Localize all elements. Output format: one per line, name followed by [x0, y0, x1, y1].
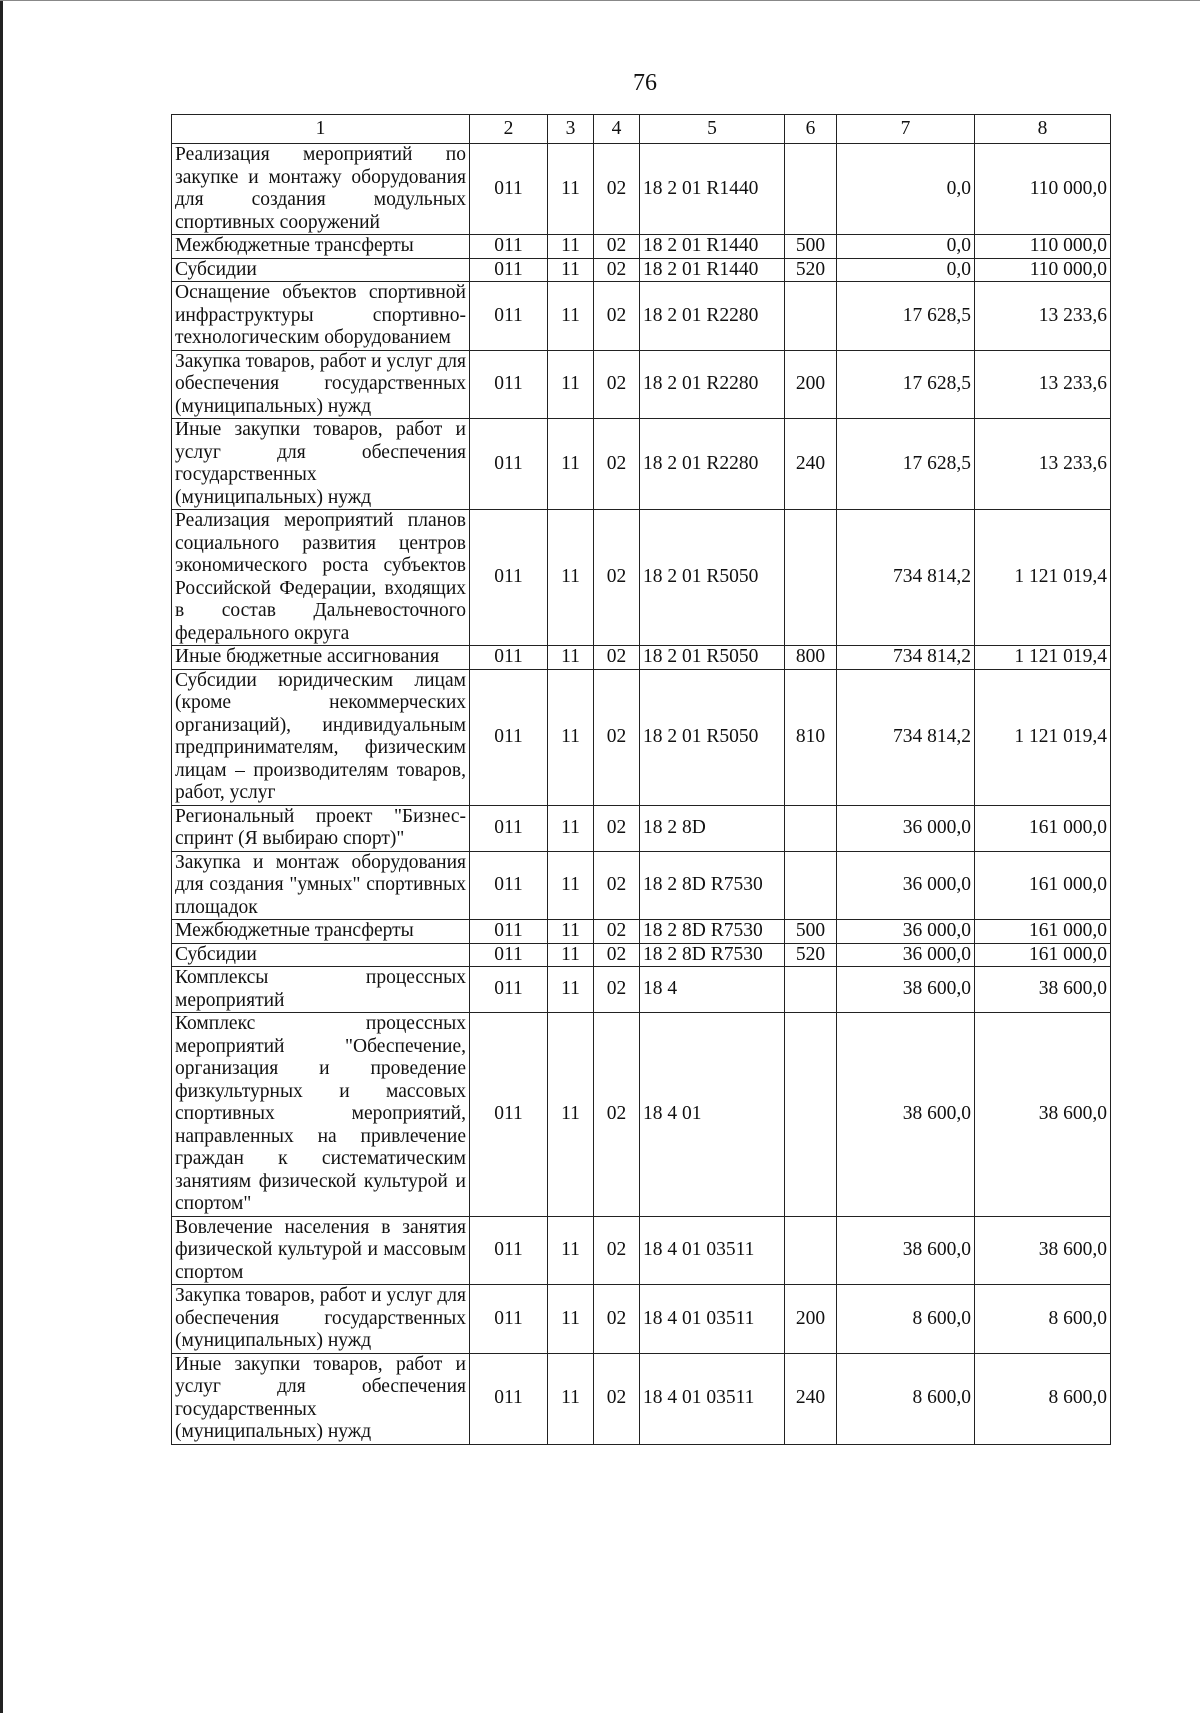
row-sum-2-cell: 38 600,0: [975, 1013, 1111, 1217]
table-row: [172, 920, 1111, 944]
row-vr-cell: [785, 144, 837, 235]
column-header: 4: [594, 115, 640, 144]
table-row: [172, 1216, 1111, 1285]
row-vr-cell: [785, 1013, 837, 1217]
row-rz-cell: 11: [548, 419, 594, 510]
row-pr-cell: 02: [594, 144, 640, 235]
row-csr-cell: 18 4 01 03511: [640, 1285, 785, 1354]
row-pr-cell: 02: [594, 967, 640, 1013]
row-gr-cell: 011: [470, 144, 548, 235]
column-header: 5: [640, 115, 785, 144]
row-gr-cell: 011: [470, 419, 548, 510]
row-vr-cell: [785, 851, 837, 920]
table-row: [172, 851, 1111, 920]
row-rz-cell: 11: [548, 943, 594, 967]
row-vr-cell: 200: [785, 1285, 837, 1354]
row-vr-cell: 500: [785, 920, 837, 944]
row-rz-cell: 11: [548, 646, 594, 670]
table-row: [172, 235, 1111, 259]
row-vr-cell: 240: [785, 1353, 837, 1444]
row-rz-cell: 11: [548, 350, 594, 419]
row-name-cell: Закупка товаров, работ и услуг для обеспечения государственных (муниципальных) нужд: [172, 1285, 470, 1354]
row-csr-cell: 18 2 8D R7530: [640, 920, 785, 944]
row-name-cell: Субсидии: [172, 943, 470, 967]
row-gr-cell: 011: [470, 669, 548, 805]
row-vr-cell: 200: [785, 350, 837, 419]
row-sum-2-cell: 38 600,0: [975, 1216, 1111, 1285]
row-rz-cell: 11: [548, 235, 594, 259]
row-sum-2-cell: 1 121 019,4: [975, 510, 1111, 646]
row-name-cell: Закупка и монтаж оборудования для создания "умных" спортивных площадок: [172, 851, 470, 920]
row-vr-cell: 520: [785, 943, 837, 967]
row-rz-cell: 11: [548, 851, 594, 920]
row-pr-cell: 02: [594, 350, 640, 419]
row-rz-cell: 11: [548, 258, 594, 282]
budget-table: [171, 114, 1111, 1445]
row-gr-cell: 011: [470, 350, 548, 419]
table-row: [172, 510, 1111, 646]
row-pr-cell: 02: [594, 851, 640, 920]
row-csr-cell: 18 2 01 R5050: [640, 646, 785, 670]
table-row: [172, 144, 1111, 235]
row-csr-cell: 18 2 01 R2280: [640, 419, 785, 510]
row-pr-cell: 02: [594, 920, 640, 944]
row-pr-cell: 02: [594, 510, 640, 646]
column-header: 2: [470, 115, 548, 144]
row-vr-cell: [785, 1216, 837, 1285]
row-name-cell: Комплекс процессных мероприятий "Обеспечение, организация и проведение физкультурных и массовых спортивных мероприятий, направленных на привлечение граждан к систематическим занятиям физической культурой и спортом": [172, 1013, 470, 1217]
row-rz-cell: 11: [548, 669, 594, 805]
row-rz-cell: 11: [548, 144, 594, 235]
table-row: [172, 805, 1111, 851]
row-pr-cell: 02: [594, 669, 640, 805]
row-sum-2-cell: 161 000,0: [975, 943, 1111, 967]
row-sum-1-cell: 38 600,0: [837, 967, 975, 1013]
row-rz-cell: 11: [548, 967, 594, 1013]
row-csr-cell: 18 2 01 R2280: [640, 350, 785, 419]
row-sum-2-cell: 161 000,0: [975, 851, 1111, 920]
row-csr-cell: 18 2 01 R1440: [640, 235, 785, 259]
row-sum-1-cell: 36 000,0: [837, 805, 975, 851]
table-row: [172, 282, 1111, 351]
row-name-cell: Межбюджетные трансферты: [172, 235, 470, 259]
row-sum-1-cell: 8 600,0: [837, 1285, 975, 1354]
row-sum-1-cell: 38 600,0: [837, 1216, 975, 1285]
row-pr-cell: 02: [594, 1216, 640, 1285]
row-name-cell: Региональный проект "Бизнес-спринт (Я выбираю спорт)": [172, 805, 470, 851]
row-gr-cell: 011: [470, 646, 548, 670]
row-sum-2-cell: 13 233,6: [975, 419, 1111, 510]
row-csr-cell: 18 2 8D: [640, 805, 785, 851]
row-gr-cell: 011: [470, 1353, 548, 1444]
row-sum-1-cell: 36 000,0: [837, 851, 975, 920]
row-sum-2-cell: 1 121 019,4: [975, 669, 1111, 805]
row-gr-cell: 011: [470, 258, 548, 282]
row-name-cell: Комплексы процессных мероприятий: [172, 967, 470, 1013]
row-sum-2-cell: 38 600,0: [975, 967, 1111, 1013]
row-gr-cell: 011: [470, 943, 548, 967]
row-sum-2-cell: 1 121 019,4: [975, 646, 1111, 670]
page-number: 76: [633, 70, 657, 96]
row-sum-1-cell: 17 628,5: [837, 350, 975, 419]
row-gr-cell: 011: [470, 920, 548, 944]
row-name-cell: Вовлечение населения в занятия физической культурой и массовым спортом: [172, 1216, 470, 1285]
row-rz-cell: 11: [548, 1353, 594, 1444]
row-rz-cell: 11: [548, 282, 594, 351]
table-row: [172, 1285, 1111, 1354]
row-csr-cell: 18 4 01 03511: [640, 1216, 785, 1285]
row-vr-cell: 240: [785, 419, 837, 510]
row-name-cell: Реализация мероприятий планов социального развития центров экономического роста субъектов Российской Федерации, входящих в состав Дальневосточного федерального округа: [172, 510, 470, 646]
row-pr-cell: 02: [594, 419, 640, 510]
row-pr-cell: 02: [594, 235, 640, 259]
row-vr-cell: [785, 967, 837, 1013]
row-pr-cell: 02: [594, 1353, 640, 1444]
row-csr-cell: 18 2 8D R7530: [640, 943, 785, 967]
table-row: [172, 1353, 1111, 1444]
row-pr-cell: 02: [594, 805, 640, 851]
row-sum-2-cell: 161 000,0: [975, 805, 1111, 851]
row-vr-cell: 500: [785, 235, 837, 259]
row-gr-cell: 011: [470, 1013, 548, 1217]
row-sum-1-cell: 17 628,5: [837, 419, 975, 510]
row-sum-1-cell: 38 600,0: [837, 1013, 975, 1217]
row-gr-cell: 011: [470, 1285, 548, 1354]
column-header: 8: [975, 115, 1111, 144]
row-sum-1-cell: 17 628,5: [837, 282, 975, 351]
table-row: [172, 419, 1111, 510]
row-rz-cell: 11: [548, 920, 594, 944]
row-sum-2-cell: 8 600,0: [975, 1353, 1111, 1444]
table-row: [172, 350, 1111, 419]
row-csr-cell: 18 4: [640, 967, 785, 1013]
row-sum-2-cell: 13 233,6: [975, 350, 1111, 419]
row-gr-cell: 011: [470, 282, 548, 351]
row-sum-2-cell: 110 000,0: [975, 144, 1111, 235]
row-sum-1-cell: 36 000,0: [837, 920, 975, 944]
row-gr-cell: 011: [470, 851, 548, 920]
row-pr-cell: 02: [594, 1013, 640, 1217]
row-rz-cell: 11: [548, 805, 594, 851]
row-vr-cell: 810: [785, 669, 837, 805]
row-sum-1-cell: 36 000,0: [837, 943, 975, 967]
row-sum-1-cell: 734 814,2: [837, 669, 975, 805]
table-row: [172, 646, 1111, 670]
scan-left-edge: [0, 0, 3, 1713]
row-gr-cell: 011: [470, 967, 548, 1013]
row-sum-1-cell: 734 814,2: [837, 646, 975, 670]
row-gr-cell: 011: [470, 510, 548, 646]
row-csr-cell: 18 2 01 R1440: [640, 258, 785, 282]
row-csr-cell: 18 2 01 R1440: [640, 144, 785, 235]
row-vr-cell: 800: [785, 646, 837, 670]
row-sum-1-cell: 0,0: [837, 258, 975, 282]
row-csr-cell: 18 2 8D R7530: [640, 851, 785, 920]
row-vr-cell: [785, 282, 837, 351]
table-row: [172, 1013, 1111, 1217]
row-sum-2-cell: 110 000,0: [975, 235, 1111, 259]
row-csr-cell: 18 2 01 R5050: [640, 669, 785, 805]
row-pr-cell: 02: [594, 1285, 640, 1354]
row-csr-cell: 18 4 01 03511: [640, 1353, 785, 1444]
table-row: [172, 943, 1111, 967]
row-pr-cell: 02: [594, 282, 640, 351]
row-name-cell: Оснащение объектов спортивной инфраструктуры спортивно-технологическим оборудованием: [172, 282, 470, 351]
row-rz-cell: 11: [548, 1285, 594, 1354]
row-name-cell: Закупка товаров, работ и услуг для обеспечения государственных (муниципальных) нужд: [172, 350, 470, 419]
column-header: 3: [548, 115, 594, 144]
row-pr-cell: 02: [594, 943, 640, 967]
row-pr-cell: 02: [594, 646, 640, 670]
column-header: 1: [172, 115, 470, 144]
row-rz-cell: 11: [548, 1013, 594, 1217]
row-gr-cell: 011: [470, 1216, 548, 1285]
row-rz-cell: 11: [548, 1216, 594, 1285]
scan-top-edge: [0, 0, 1200, 1]
header-row: [172, 115, 1111, 144]
row-name-cell: Субсидии: [172, 258, 470, 282]
row-sum-2-cell: 161 000,0: [975, 920, 1111, 944]
row-csr-cell: 18 2 01 R2280: [640, 282, 785, 351]
row-sum-1-cell: 734 814,2: [837, 510, 975, 646]
table-row: [172, 258, 1111, 282]
row-vr-cell: 520: [785, 258, 837, 282]
row-name-cell: Иные бюджетные ассигнования: [172, 646, 470, 670]
row-sum-1-cell: 0,0: [837, 144, 975, 235]
column-header: 6: [785, 115, 837, 144]
row-vr-cell: [785, 510, 837, 646]
row-name-cell: Межбюджетные трансферты: [172, 920, 470, 944]
column-header: 7: [837, 115, 975, 144]
table-row: [172, 669, 1111, 805]
row-name-cell: Субсидии юридическим лицам (кроме некоммерческих организаций), индивидуальным предпринимателям, физическим лицам – производителям товаров, работ, услуг: [172, 669, 470, 805]
row-name-cell: Иные закупки товаров, работ и услуг для обеспечения государственных (муниципальных) нужд: [172, 419, 470, 510]
row-gr-cell: 011: [470, 235, 548, 259]
row-rz-cell: 11: [548, 510, 594, 646]
row-csr-cell: 18 4 01: [640, 1013, 785, 1217]
row-sum-1-cell: 0,0: [837, 235, 975, 259]
table-row: [172, 967, 1111, 1013]
row-name-cell: Иные закупки товаров, работ и услуг для обеспечения государственных (муниципальных) нужд: [172, 1353, 470, 1444]
row-csr-cell: 18 2 01 R5050: [640, 510, 785, 646]
row-vr-cell: [785, 805, 837, 851]
row-sum-2-cell: 8 600,0: [975, 1285, 1111, 1354]
row-gr-cell: 011: [470, 805, 548, 851]
row-sum-2-cell: 13 233,6: [975, 282, 1111, 351]
row-sum-2-cell: 110 000,0: [975, 258, 1111, 282]
row-pr-cell: 02: [594, 258, 640, 282]
row-name-cell: Реализация мероприятий по закупке и монтажу оборудования для создания модульных спортивных сооружений: [172, 144, 470, 235]
table-body: [172, 115, 1111, 1445]
row-sum-1-cell: 8 600,0: [837, 1353, 975, 1444]
